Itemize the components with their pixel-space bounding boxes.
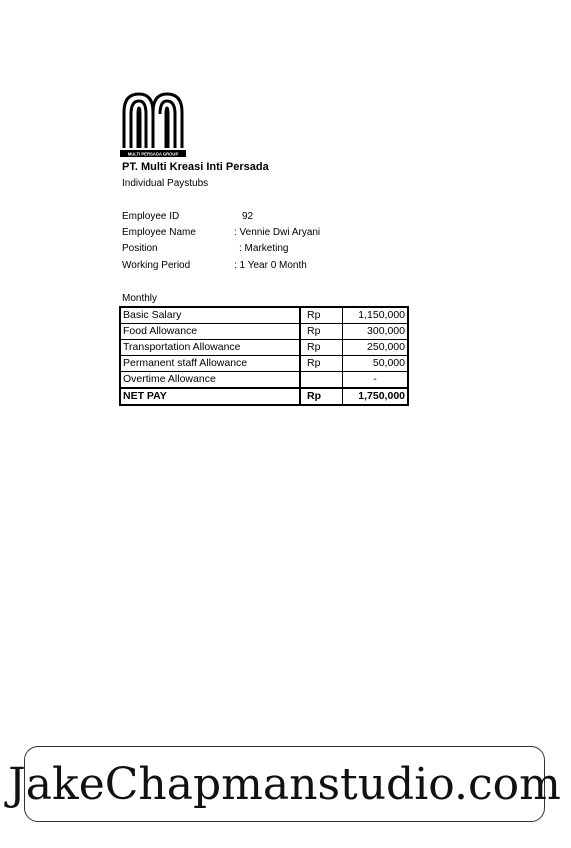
net-pay-amount: 1,750,000 xyxy=(343,388,409,405)
item-label: Permanent staff Allowance xyxy=(120,356,300,372)
item-amount: 300,000 xyxy=(343,324,409,340)
item-currency: Rp xyxy=(300,356,343,372)
item-label: Overtime Allowance xyxy=(120,372,300,389)
working-period-label: Working Period xyxy=(122,260,191,271)
item-label: Food Allowance xyxy=(120,324,300,340)
item-amount: 1,150,000 xyxy=(343,307,409,324)
item-amount: 50,000 xyxy=(343,356,409,372)
pay-period-label: Monthly xyxy=(122,293,158,304)
employee-id-value: 92 xyxy=(242,211,254,222)
net-pay-label: NET PAY xyxy=(120,388,300,405)
position-value: : Marketing xyxy=(239,243,289,254)
item-currency: Rp xyxy=(300,307,343,324)
company-name: PT. Multi Kreasi Inti Persada xyxy=(122,161,269,173)
item-label: Basic Salary xyxy=(120,307,300,324)
working-period-value: : 1 Year 0 Month xyxy=(234,260,307,271)
table-row xyxy=(120,356,408,372)
logo-tagline: MULTI PERSADA GROUP xyxy=(127,151,179,157)
table-row xyxy=(120,340,408,356)
table-row xyxy=(120,324,408,340)
net-pay-currency: Rp xyxy=(300,388,343,405)
pay-table xyxy=(119,306,409,406)
employee-id-label: Employee ID xyxy=(122,211,180,222)
watermark-banner xyxy=(8,746,561,822)
watermark-text: JakeChapmanstudio.com xyxy=(8,758,561,810)
item-amount: - xyxy=(343,372,409,389)
employee-name-value: : Vennie Dwi Aryani xyxy=(234,227,321,238)
table-row xyxy=(120,307,408,324)
item-currency: Rp xyxy=(300,340,343,356)
company-logo-icon xyxy=(120,90,186,158)
position-label: Position xyxy=(122,243,158,254)
item-label: Transportation Allowance xyxy=(120,340,300,356)
net-pay-row xyxy=(120,388,408,405)
item-currency xyxy=(300,372,343,389)
item-amount: 250,000 xyxy=(343,340,409,356)
employee-name-label: Employee Name xyxy=(122,227,196,238)
item-currency: Rp xyxy=(300,324,343,340)
document-title: Individual Paystubs xyxy=(122,178,209,189)
table-row xyxy=(120,372,408,389)
